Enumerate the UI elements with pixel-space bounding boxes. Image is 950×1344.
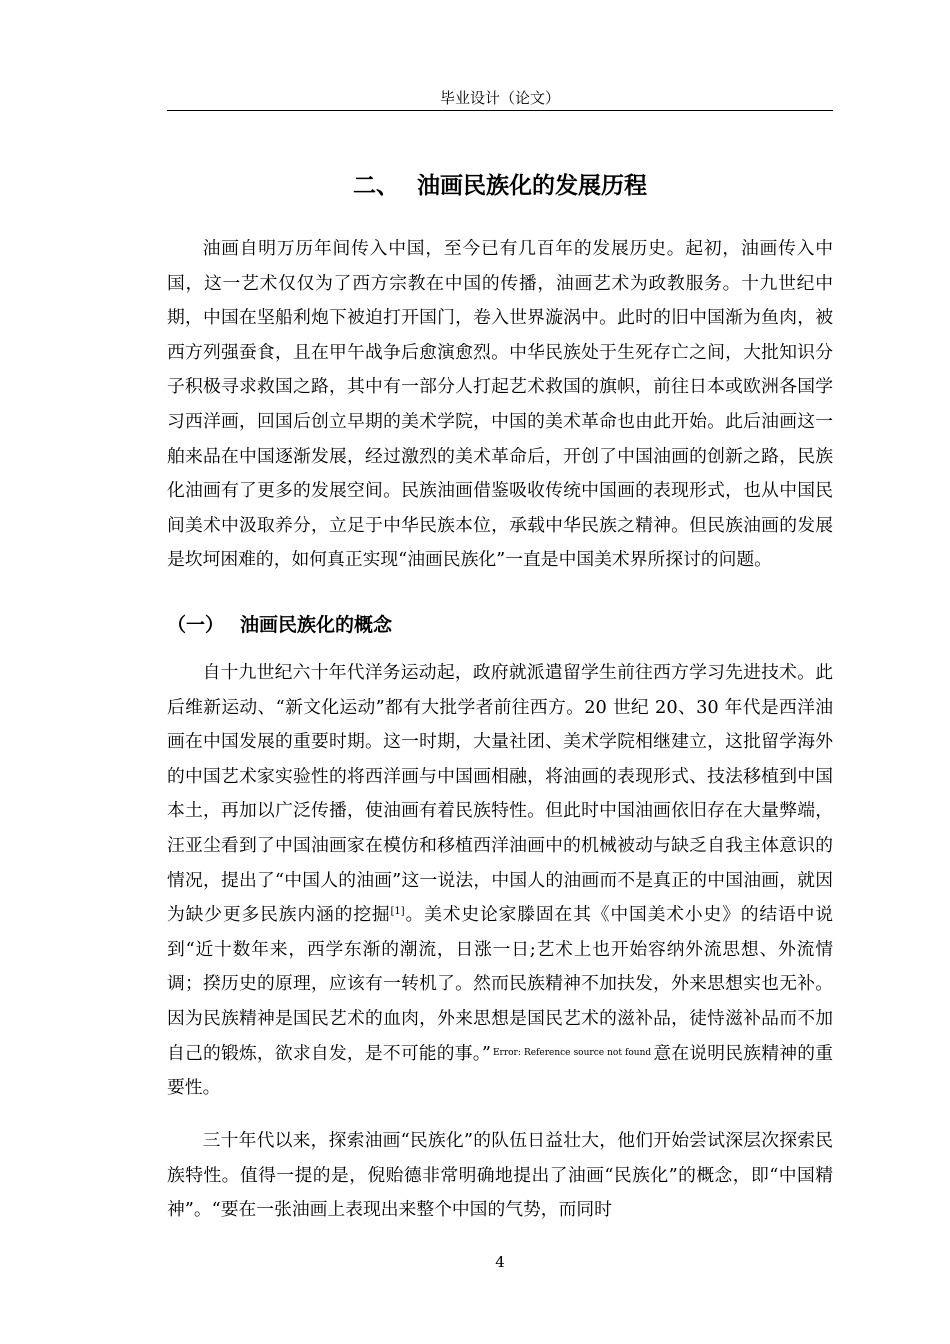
section-title xyxy=(167,610,833,640)
paragraph-2 xyxy=(167,656,833,1106)
page-number: 4 xyxy=(495,1253,505,1271)
header-divider xyxy=(167,110,833,111)
paragraph-2-part-3: 意在说明民族精神的重要性。 xyxy=(167,1042,833,1099)
chapter-title xyxy=(167,171,833,201)
chapter-title-text: 油画民族化的发展历程 xyxy=(417,173,647,199)
section-number: （一） xyxy=(167,614,225,636)
chapter-number: 二、 xyxy=(353,173,399,199)
paragraph-1: 油画自明万历年间传入中国，至今已有几百年的发展历史。起初，油画传入中国，这一艺术仅仅为了西方宗教在中国的传播，油画艺术为政教服务。十九世纪中期，中国在坚船利炮下被迫打开国门，卷入世界漩涡中。此时的旧中国渐为鱼肉，被西方列强蚕食，且在甲午战争后愈演愈烈。中华民族处于生死存亡之间，大批知识分子积极寻求救国之路，其中有一部分人打起艺术救国的旗帜，前往日本或欧洲各国学习西洋画，回国后创立早期的美术学院，中国的美术革命也由此开始。此后油画这一舶来品在中国逐渐发展，经过激烈的美术革命后，开创了中国油画的创新之路，民族化油画有了更多的发展空间。民族油画借鉴吸收传统中国画的表现形式，也从中国民间美术中汲取养分，立足于中华民族本位，承载中华民族之精神。但民族油画的发展是坎坷困难的，如何真正实现“油画民族化”一直是中国美术界所探讨的问题。 xyxy=(167,238,833,571)
paragraph-3: 三十年代以来，探索油画“民族化”的队伍日益壮大，他们开始尝试深层次探索民族特性。值得一提的是，倪贻德非常明确地提出了油画“民族化”的概念，即“中国精神”。“要在一张油画上表现出来整个中国的气势，而同时 xyxy=(167,1130,833,1221)
page-header: 毕业设计（论文） xyxy=(439,89,560,107)
citation-1[interactable]: [1] xyxy=(390,906,405,918)
section-title-text: 油画民族化的概念 xyxy=(240,614,393,636)
reference-error-note: Error: Reference source not found xyxy=(492,1047,652,1058)
paragraph-2-part-1: 自十九世纪六十年代洋务运动起，政府就派遣留学生前往西方学习先进技术。此后维新运动、“新文化运动”都有大批学者前往西方。20 世纪 20、30 年代是西洋油画在中国发展的重要时期。这一时期，大量社团、美术学院相继建立，这批留学海外的中国艺术家实验性的将西洋画与中国画相融，将油画的表现形式、技法移植到中国本土，再加以广泛传播，使油画有着民族特性。但此时中国油画依旧存在大量弊端，汪亚尘看到了中国油画家在模仿和移植西洋油画中的机械被动与缺乏自我主体意识的情况，提出了“中国人的油画”这一说法，中国人的油画而不是真正的中国油画，就因为缺少更多民族内涵的挖掘 xyxy=(167,662,833,926)
paragraph-2-part-2: 。美术史论家滕固在其《中国美术小史》的结语中说到“近十数年来，西学东渐的潮流，日涨一日;艺术上也开始容纳外流思想、外流情调；揆历史的原理，应该有一转机了。然而民族精神不加扶发，外来思想实也无补。因为民族精神是国民艺术的血肉，外来思想是国民艺术的滋补品，徒恃滋补品而不加自己的锻炼，欲求自发，是不可能的事。” xyxy=(167,904,833,1064)
